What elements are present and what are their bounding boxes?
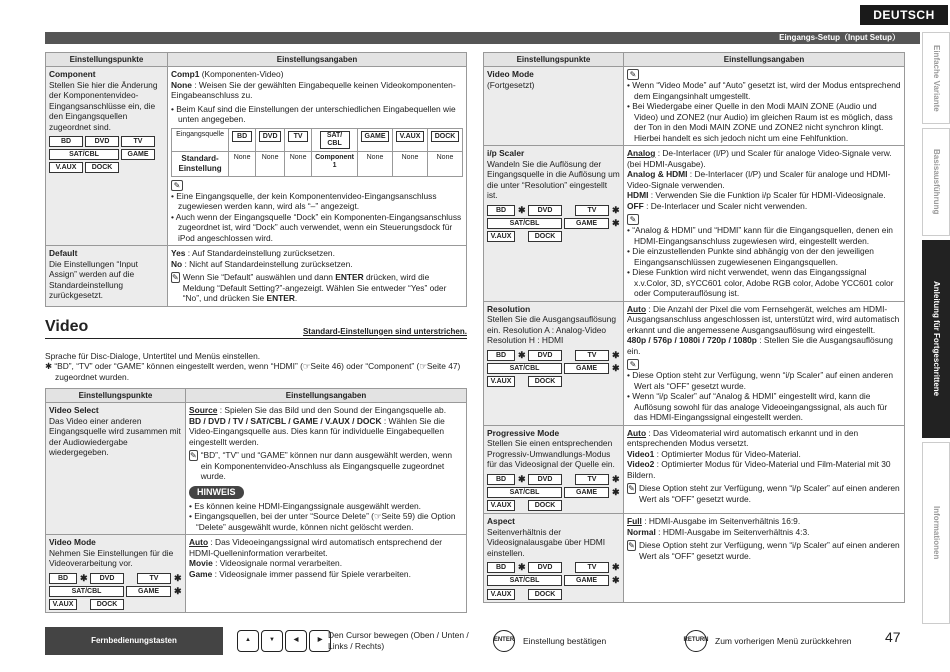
pencil-icon: ✎ bbox=[628, 541, 635, 550]
video-heading-row bbox=[45, 317, 467, 339]
opt-label: Yes bbox=[171, 248, 186, 258]
note bbox=[171, 272, 463, 304]
key-vaux: V.AUX bbox=[49, 162, 83, 173]
opt-label: Movie bbox=[189, 558, 213, 569]
side-tab-simple[interactable] bbox=[922, 32, 950, 124]
key-satcbl: SAT/CBL bbox=[487, 575, 562, 586]
key-tv: TV bbox=[288, 131, 308, 142]
bullet-text: Wenn “Video Mode” auf “Auto” gesetzt ist, wird der Modus entsprechend dem Eingangsinhalt umgestellt. bbox=[632, 80, 901, 101]
item-title: Video Select bbox=[49, 405, 99, 415]
standard-note: Standard-Einstellungen sind unterstrichen. bbox=[302, 326, 467, 336]
key-dock: DOCK bbox=[85, 162, 119, 173]
key-game: GAME bbox=[564, 218, 609, 229]
page-number: 47 bbox=[885, 629, 901, 645]
bullet-text: Auch wenn der Eingangsquelle “Dock” ein Komponenten-Eingangsanschluss zugeordnet ist, wird “Dock” auch verwendet, wenn ein Steuerungsdock für iPod angeschlossen wird. bbox=[175, 211, 462, 243]
key-vaux: V.AUX bbox=[396, 131, 424, 142]
arrow-down-icon: ▼ bbox=[261, 630, 283, 652]
key-bd: BD bbox=[487, 350, 515, 361]
key-satcbl: SAT/CBL bbox=[487, 218, 562, 229]
opt-label: No bbox=[171, 258, 183, 269]
tbl-value: None bbox=[393, 151, 428, 176]
col-header-items: Einstellungspunkte bbox=[484, 53, 624, 67]
key-game: GAME bbox=[564, 363, 609, 374]
key-satcbl: SAT/CBL bbox=[487, 363, 562, 374]
table-row-ip-scaler bbox=[484, 146, 905, 302]
note bbox=[627, 540, 901, 561]
key-dvd: DVD bbox=[259, 131, 281, 142]
table-row-resolution bbox=[484, 301, 905, 425]
settings-table-right bbox=[483, 52, 905, 603]
source-keys bbox=[487, 205, 620, 243]
note bbox=[627, 214, 901, 225]
star-mark: ✱ bbox=[80, 572, 88, 583]
tbl-value: None bbox=[229, 151, 256, 176]
key-game: GAME bbox=[361, 131, 389, 142]
tbl-value: None bbox=[285, 151, 312, 176]
star-mark: ✱ bbox=[518, 473, 526, 484]
bullet: • Bei Wiedergabe einer Quelle in den Modi MAIN ZONE (Audio und Video) und ZONE2 (nur Audio) im gleichen Raum ist es möglich, dass der Ton in den Modi MAIN ZONE und ZONE2 nicht synchron klingt. Hierbei handelt es sich jedoch nicht um eine Fehlfunktion. bbox=[627, 101, 893, 143]
opt-label: BD / DVD / TV / SAT/CBL / GAME / V.AUX / DOCK bbox=[189, 415, 382, 426]
key-game: GAME bbox=[126, 586, 171, 597]
key-satcbl: SAT/ CBL bbox=[320, 131, 350, 149]
key-tv: TV bbox=[575, 474, 609, 485]
star-mark: ✱ bbox=[518, 349, 526, 360]
item-desc: Wandeln Sie die Auflösung der Eingangsquelle in die Auflösung um die unter “Resolution” eingestellt ist. bbox=[487, 158, 620, 200]
cursor-buttons bbox=[237, 630, 331, 652]
key-vaux: V.AUX bbox=[487, 231, 515, 242]
pencil-icon: ✎ bbox=[171, 180, 183, 191]
opt-label: Auto bbox=[627, 427, 647, 438]
note bbox=[627, 359, 901, 370]
star-mark: ✱ bbox=[612, 217, 620, 228]
footer bbox=[45, 627, 920, 655]
opt-label: Full bbox=[627, 516, 642, 526]
side-tab-label: Anleitung für Fortgeschrittene bbox=[932, 281, 941, 397]
section-header: Eingangs-Setup（Input Setup） bbox=[45, 32, 920, 44]
bullet: • “Analog & HDMI” und “HDMI” kann für die Eingangsquellen, denen ein HDMI-Eingangsanschluss zugewiesen wird, eingestellt werden. bbox=[627, 225, 893, 246]
opt-text: : Nicht auf Standardeinstellung zurücksetzen. bbox=[182, 258, 353, 269]
opt-label: Source bbox=[189, 405, 218, 415]
tbl-label: Standard-Einstellung bbox=[172, 151, 229, 176]
pencil-icon: ✎ bbox=[627, 214, 639, 225]
opt-label: Comp1 bbox=[171, 69, 200, 79]
opt-text: : HDMI-Ausgabe im Seitenverhältnis 16:9. bbox=[641, 516, 801, 526]
key-dock: DOCK bbox=[431, 131, 459, 142]
opt-text: : Wählen Sie die Video-Eingangsquelle aus. Dies kann für individuelle Eingabequellen eingestellt werden. bbox=[189, 415, 445, 447]
opt-text: : De-Interlacer (I/P) und Scaler für analoge und HDMI-Video-Signale verwenden. bbox=[627, 169, 891, 190]
item-title: Resolution bbox=[487, 303, 531, 314]
table-row-video-select bbox=[46, 403, 467, 535]
bullet: • Eingangsquellen, bei der unter “Source Delete” (☞Seite 59) die Option “Delete” ausgewählt wurde, können nicht gelöscht werden. bbox=[189, 511, 456, 532]
language-badge: DEUTSCH bbox=[860, 5, 948, 25]
pencil-icon: ✎ bbox=[628, 484, 635, 493]
item-title: Component bbox=[49, 69, 96, 79]
item-desc: Stellen Sie einen entsprechenden Progressiv-Umwandlungs-Modus für das Videosignal der Quelle ein. bbox=[487, 438, 615, 469]
pencil-icon: ✎ bbox=[627, 359, 639, 370]
opt-text: : Das Videoeingangssignal wird automatisch entsprechend der HDMI-Quelleninformation verarbeitet. bbox=[189, 537, 443, 558]
note bbox=[189, 450, 463, 482]
settings-table-video bbox=[45, 388, 467, 613]
note-text: . bbox=[294, 293, 298, 303]
key-satcbl: SAT/CBL bbox=[49, 149, 119, 160]
bullet-text: Diese Option steht zur Verfügung, wenn “i/p Scaler” auf einen anderen Wert als “OFF” gesetzt wurde. bbox=[632, 370, 893, 391]
left-column bbox=[45, 52, 467, 613]
bullet-text: Beim Kauf sind die Einstellungen der unterschiedlichen Eingabequellen wie unten angegeben. bbox=[176, 103, 456, 124]
footer-label: Fernbedienungstasten bbox=[45, 627, 223, 655]
key-bd: BD bbox=[232, 131, 252, 142]
note bbox=[627, 69, 901, 80]
source-keys bbox=[49, 573, 182, 611]
opt-text: : De-Interlacer (I/P) und Scaler für analoge Video-Signale verw. (bei HDMI-Ausgabe). bbox=[627, 148, 892, 169]
return-text: Zum vorherigen Menü zurückkehren bbox=[715, 636, 852, 646]
note-text: Diese Option steht zur Verfügung, wenn “i/p Scaler” auf einen anderen Wert als “OFF” gesetzt wurde. bbox=[638, 540, 900, 561]
bullet-text: Eine Eingangsquelle, der kein Komponentenvideo-Eingangsanschluss zugewiesen werden kann, wird als “–” angezeigt. bbox=[176, 190, 437, 211]
arrow-up-icon: ▲ bbox=[237, 630, 259, 652]
default-source-table bbox=[171, 128, 463, 177]
side-tab-advanced[interactable] bbox=[922, 240, 950, 438]
opt-label: Video2 bbox=[627, 459, 655, 469]
star-mark: ✱ bbox=[612, 349, 620, 360]
star-mark: ✱ bbox=[612, 575, 620, 586]
key-dock: DOCK bbox=[90, 599, 124, 610]
opt-text: : Optimierter Modus für Video-Material. bbox=[654, 448, 801, 459]
enter-key-label: ENTER bbox=[335, 272, 364, 282]
key-vaux: V.AUX bbox=[49, 599, 77, 610]
video-heading: Video bbox=[45, 317, 89, 335]
bullet-text: Es können keine HDMI-Eingangssignale ausgewählt werden. bbox=[194, 500, 421, 511]
return-button-icon: RETURN bbox=[685, 630, 707, 652]
opt-label: HDMI bbox=[627, 190, 649, 200]
key-bd: BD bbox=[49, 573, 77, 584]
settings-table-top bbox=[45, 52, 467, 307]
bullet: • Es können keine HDMI-Eingangssignale ausgewählt werden. bbox=[189, 500, 421, 511]
star-note: ✱ “BD”, “TV” oder “GAME” können eingestellt werden, wenn “HDMI” (☞Seite 46) oder “Component” (☞Seite 47) zugeordnet wurden. bbox=[45, 361, 461, 382]
opt-text: : Videosignale immer passend für Spiele verarbeiten. bbox=[212, 568, 411, 579]
star-mark: ✱ bbox=[612, 486, 620, 497]
tbl-value: None bbox=[256, 151, 285, 176]
key-satcbl: SAT/CBL bbox=[49, 586, 124, 597]
opt-text: : Videosignale normal verarbeiten. bbox=[212, 558, 343, 569]
star-mark: ✱ bbox=[174, 572, 182, 583]
pencil-icon: ✎ bbox=[190, 451, 197, 460]
opt-text: : Weisen Sie der gewählten Eingabequelle keinen Videokomponenten-Eingabeanschluss zu. bbox=[171, 79, 456, 100]
opt-text: : Optimierter Modus für Video-Material und Film-Material mit 30 Bildern. bbox=[627, 459, 891, 480]
key-game: GAME bbox=[121, 149, 155, 160]
bullet: • Beim Kauf sind die Einstellungen der unterschiedlichen Eingabequellen wie unten angegeben. bbox=[171, 103, 456, 124]
table-row-component bbox=[46, 67, 467, 246]
opt-text: : Auf Standardeinstellung zurücksetzen. bbox=[185, 248, 335, 258]
bullet: • Wenn “Video Mode” auf “Auto” gesetzt ist, wird der Modus entsprechend dem Eingangsinhalt umgestellt. bbox=[627, 80, 901, 101]
key-satcbl: SAT/CBL bbox=[487, 487, 562, 498]
item-desc: Stellen Sie hier die Änderung der Komponentenvideo-Eingangsanschlüsse ein, die den Eingangsquellen zugeordnet sind. bbox=[49, 79, 158, 132]
opt-label: Video1 bbox=[627, 448, 655, 459]
opt-label: 480p / 576p / 1080i / 720p / 1080p bbox=[627, 335, 757, 345]
key-dock: DOCK bbox=[528, 231, 562, 242]
note-text: “BD”, “TV” und “GAME” können nur dann ausgewählt werden, wenn ein Komponentenvideo-Anschluss als Eingangsquelle zugeordnet wurde. bbox=[200, 450, 453, 481]
key-bd: BD bbox=[49, 136, 83, 147]
note-text: Diese Option steht zur Verfügung, wenn “i/p Scaler” auf einen anderen Wert als “OFF” gesetzt wurde. bbox=[638, 483, 900, 504]
opt-label: Auto bbox=[627, 303, 647, 314]
item-title: Progressive Mode bbox=[487, 427, 560, 438]
pencil-icon: ✎ bbox=[627, 69, 639, 80]
opt-label: OFF bbox=[627, 200, 644, 211]
item-title: Default bbox=[49, 248, 78, 258]
tbl-value: None bbox=[428, 151, 463, 176]
hinweis-badge: HINWEIS bbox=[189, 486, 244, 499]
video-intro: Sprache für Disc-Dialoge, Untertitel und Menüs einstellen. bbox=[45, 350, 261, 361]
opt-label: None bbox=[171, 79, 192, 90]
note-text: Wenn Sie “Default” auswählen und dann bbox=[182, 272, 336, 282]
bullet-text: Bei Wiedergabe einer Quelle in den Modi MAIN ZONE (Audio und Video) und ZONE2 (nur Audio) im gleichen Raum ist es möglich, dass der Ton in den Modi MAIN ZONE und ZONE2 nicht synchron klingt. Hierbei handelt es sich jedoch nicht um eine Fehlfunktion. bbox=[632, 101, 893, 143]
note-text: drücken, wird die Meldung “Default Setting?”-angezeigt. Wählen Sie entweder “Yes” oder “No”, und drücken Sie bbox=[182, 272, 447, 303]
right-column bbox=[483, 52, 905, 603]
arrow-left-icon: ◀ bbox=[285, 630, 307, 652]
side-tab-label: Informationen bbox=[932, 506, 941, 560]
opt-text: : Das Videomaterial wird automatisch erkannt und in den entsprechenden Modus versetzt. bbox=[627, 427, 859, 448]
col-header-items: Einstellungspunkte bbox=[46, 53, 168, 67]
bullet-text: “Analog & HDMI” und “HDMI” kann für die Eingangsquellen, denen ein HDMI-Eingangsanschluss zugewiesen wird, eingestellt werden. bbox=[632, 225, 893, 246]
cursor-text: Den Cursor bewegen (Oben / Unten / Links / Rechts) bbox=[328, 630, 469, 651]
enter-text: Einstellung bestätigen bbox=[523, 636, 607, 646]
table-row-progressive bbox=[484, 425, 905, 514]
key-game: GAME bbox=[564, 487, 609, 498]
source-keys bbox=[49, 136, 164, 173]
opt-text: : Stellen Sie die Ausgangsauflösung ein. bbox=[627, 335, 893, 356]
opt-label: Analog bbox=[627, 148, 656, 158]
side-tab-label: Einfache Variante bbox=[932, 44, 941, 112]
opt-label: Auto bbox=[189, 537, 209, 548]
opt-text: : Verwenden Sie die Funktion i/p Scaler für HDMI-Videosignale. bbox=[648, 190, 886, 200]
key-dvd: DVD bbox=[528, 205, 562, 216]
col-header-details: Einstellungsangaben bbox=[624, 53, 905, 67]
key-game: GAME bbox=[564, 575, 609, 586]
opt-text: : HDMI-Ausgabe im Seitenverhältnis 4:3. bbox=[655, 526, 810, 537]
tbl-value: Component 1 bbox=[312, 151, 358, 176]
side-tab-basic[interactable] bbox=[922, 128, 950, 236]
item-desc: Seitenverhältnis der Videosignalausgabe über HDMI einstellen. bbox=[487, 526, 606, 558]
opt-label: Game bbox=[189, 568, 213, 579]
item-desc: Das Video einer anderen Eingangsquelle wird zusammen mit der Audiowiedergabe wiedergegeben. bbox=[49, 415, 181, 457]
star-mark: ✱ bbox=[174, 586, 182, 596]
item-desc: Die Einstellungen “Input Assign” werden auf die Standardeinstellung zurückgesetzt. bbox=[49, 258, 138, 300]
item-desc: (Fortgesetzt) bbox=[487, 79, 535, 90]
key-tv: TV bbox=[575, 350, 609, 361]
source-keys bbox=[487, 562, 620, 600]
key-dvd: DVD bbox=[528, 562, 562, 573]
key-dvd: DVD bbox=[85, 136, 119, 147]
bullet: • Diese Option steht zur Verfügung, wenn “i/p Scaler” auf einen anderen Wert als “OFF” gesetzt wurde. bbox=[627, 370, 893, 391]
bullet-text: Wenn “i/p Scaler” auf “Analog & HDMI” eingestellt wird, kann die Auflösung sowohl für das analoge Videoeingangssignal, als auch für das HDMI-Eingangssignal eingestellt werden. bbox=[632, 391, 888, 422]
opt-label: Normal bbox=[627, 526, 656, 537]
key-dvd: DVD bbox=[528, 474, 562, 485]
key-vaux: V.AUX bbox=[487, 589, 515, 600]
arrow-right-icon: ▶ bbox=[309, 630, 331, 652]
bullet: • Die einzustellenden Punkte sind abhängig von der den jeweiligen Eingangsanschlüssen zugewiesenen Eingangsquellen. bbox=[627, 246, 874, 267]
bullet: • Auch wenn der Eingangsquelle “Dock” ein Komponenten-Eingangsanschluss zugeordnet ist, wird “Dock” auch verwendet, wenn ein Steuerungsdock für iPod angeschlossen wird. bbox=[171, 211, 462, 243]
item-title: Video Mode bbox=[49, 537, 96, 548]
side-tab-info[interactable] bbox=[922, 442, 950, 624]
key-vaux: V.AUX bbox=[487, 500, 515, 511]
item-title: Video Mode bbox=[487, 69, 534, 79]
note bbox=[627, 483, 901, 504]
bullet: • Diese Funktion wird nicht verwendet, wenn das Eingangssignal x.v.Color, 3D, sYCC601 color, Adobe RGB color, Adobe YCC601 color oder Computerauflösung ist. bbox=[627, 267, 894, 298]
key-dvd: DVD bbox=[90, 573, 124, 584]
source-keys bbox=[487, 350, 620, 388]
table-row-video-mode bbox=[46, 535, 467, 613]
item-title: i/p Scaler bbox=[487, 148, 525, 158]
item-desc: Nehmen Sie Einstellungen für die Videoverarbeitung vor. bbox=[49, 547, 174, 569]
star-mark: ✱ bbox=[612, 204, 620, 215]
note bbox=[171, 180, 463, 191]
bullet-text: Die einzustellenden Punkte sind abhängig von der den jeweiligen Eingangsanschlüssen zugewiesenen Eingangsquellen. bbox=[632, 246, 874, 267]
table-row-aspect bbox=[484, 514, 905, 603]
key-tv: TV bbox=[575, 562, 609, 573]
opt-text: (Komponenten-Video) bbox=[199, 69, 284, 79]
pencil-icon: ✎ bbox=[172, 273, 179, 282]
key-tv: TV bbox=[137, 573, 171, 584]
star-mark: ✱ bbox=[612, 362, 620, 373]
key-dock: DOCK bbox=[528, 500, 562, 511]
bullet-text: Eingangsquellen, bei der unter “Source Delete” (☞Seite 59) die Option “Delete” ausgewählt wurde, können nicht gelöscht werden. bbox=[194, 511, 456, 532]
item-title: Aspect bbox=[487, 516, 515, 526]
key-dock: DOCK bbox=[528, 589, 562, 600]
key-tv: TV bbox=[575, 205, 609, 216]
item-desc: Stellen Sie die Ausgangsauflösung ein. Resolution A : Analog-Video Resolution H : HDMI bbox=[487, 314, 616, 345]
star-mark: ✱ bbox=[612, 562, 620, 572]
col-header-items: Einstellungspunkte bbox=[46, 389, 186, 403]
table-row-default bbox=[46, 246, 467, 307]
side-tab-label: Basisausführung bbox=[932, 149, 941, 215]
star-mark: ✱ bbox=[518, 204, 526, 215]
opt-text: : Die Anzahl der Pixel die vom Fernsehgerät, welches am HDMI-Ausgangsanschluss angeschlossen ist, unterstützt wird, wird automatisch erkannt und die angemessene Ausgangsauflösung wird eingestellt. bbox=[627, 303, 900, 335]
key-bd: BD bbox=[487, 474, 515, 485]
star-mark: ✱ bbox=[518, 562, 526, 572]
source-keys bbox=[487, 474, 620, 512]
bullet-text: Diese Funktion wird nicht verwendet, wenn das Eingangssignal x.v.Color, 3D, sYCC601 color, Adobe RGB color, Adobe YCC601 color oder Computerauflösung ist. bbox=[632, 267, 894, 298]
key-bd: BD bbox=[487, 205, 515, 216]
col-header-details: Einstellungsangaben bbox=[186, 389, 467, 403]
tbl-label: Eingangsquelle bbox=[172, 128, 229, 151]
key-vaux: V.AUX bbox=[487, 376, 515, 387]
key-tv: TV bbox=[121, 136, 155, 147]
opt-text: : Spielen Sie das Bild und den Sound der Eingangsquelle ab. bbox=[217, 405, 447, 415]
opt-text: : De-Interlacer und Scaler nicht verwenden. bbox=[643, 200, 808, 211]
col-header-details: Einstellungsangaben bbox=[168, 53, 467, 67]
tbl-value: None bbox=[358, 151, 393, 176]
star-mark: ✱ bbox=[612, 473, 620, 484]
bullet: • Eine Eingangsquelle, der kein Komponentenvideo-Eingangsanschluss zugewiesen werden kann, wird als “–” angezeigt. bbox=[171, 190, 437, 211]
key-bd: BD bbox=[487, 562, 515, 573]
table-row-video-mode-cont bbox=[484, 67, 905, 146]
bullet: • Wenn “i/p Scaler” auf “Analog & HDMI” eingestellt wird, kann die Auflösung sowohl für das analoge Videoeingangssignal, als auch für das HDMI-Eingangssignal eingestellt werden. bbox=[627, 391, 888, 422]
enter-button-icon: ENTER bbox=[493, 630, 515, 652]
enter-key-label: ENTER bbox=[266, 293, 295, 303]
opt-label: Analog & HDMI bbox=[627, 169, 688, 179]
key-dock: DOCK bbox=[528, 376, 562, 387]
key-dvd: DVD bbox=[528, 350, 562, 361]
